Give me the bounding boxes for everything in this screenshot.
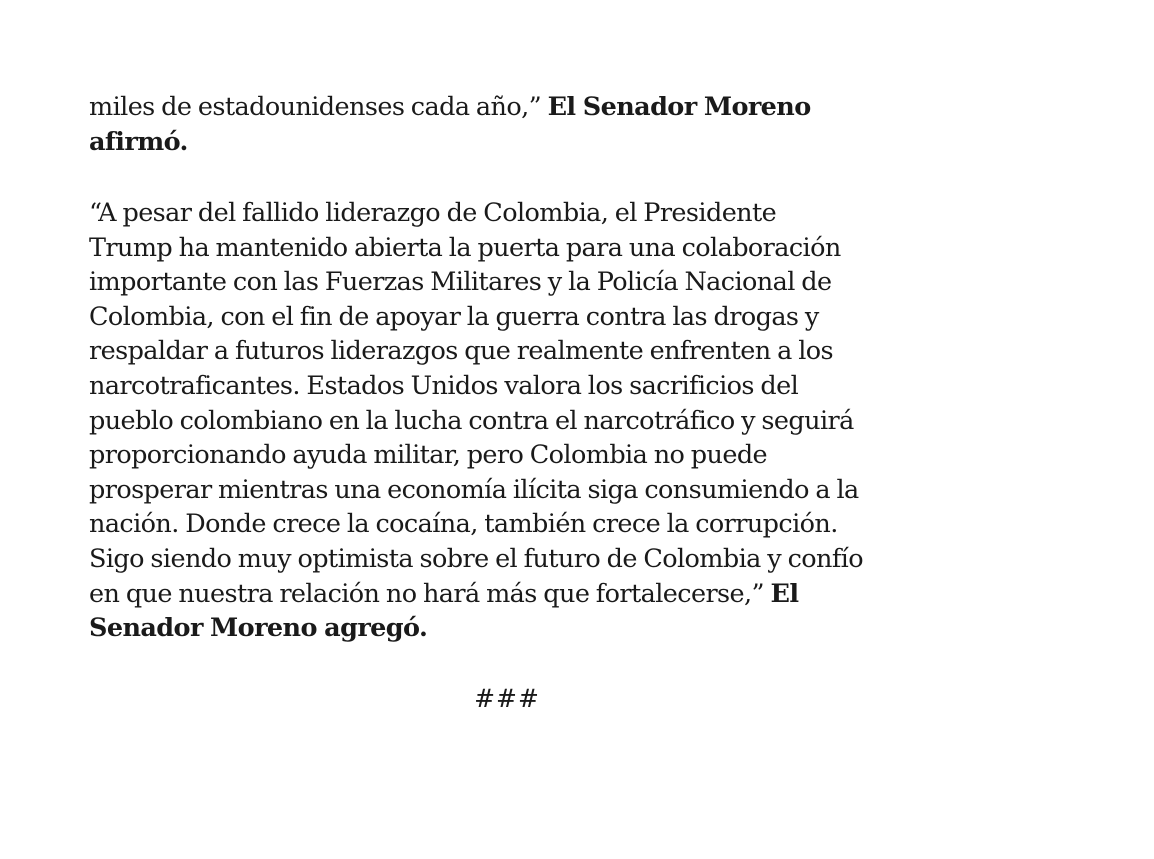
- paragraph-2-attribution: Senador Moreno agregó.: [89, 613, 428, 644]
- paragraph-2-line: Trump ha mantenido abierta la puerta para una colaboración: [89, 232, 841, 263]
- paragraph-2-line: pueblo colombiano en la lucha contra el narcotráfico y seguirá: [89, 405, 854, 436]
- paragraph-2-line: narcotraficantes. Estados Unidos valora los sacrificios del: [89, 370, 799, 401]
- paragraph-2-line: “A pesar del fallido liderazgo de Colombia, el Presidente: [89, 198, 777, 228]
- paragraph-2-line: importante con las Fuerzas Militares y la Policía Nacional de: [89, 267, 832, 298]
- paragraph-2-quote-end: en que nuestra relación no hará más que fortalecerse,”: [89, 578, 771, 609]
- paragraph-2-attribution-start: El: [770, 578, 799, 609]
- paragraph-2: [89, 196, 939, 646]
- paragraph-1-line-1: [89, 90, 939, 125]
- paragraph-1-attribution: El Senador Moreno: [547, 92, 811, 122]
- paragraph-1-quote-text: miles de estadounidenses cada año,”: [89, 92, 548, 122]
- paragraph-2-line: Sigo siendo muy optimista sobre el futuro de Colombia y confío: [89, 543, 863, 574]
- paragraph-2-line: prosperar mientras una economía ilícita siga consumiendo a la: [89, 474, 859, 505]
- paragraph-1: [89, 90, 939, 159]
- end-of-release-mark: ###: [474, 684, 540, 713]
- paragraph-2-line: proporcionando ayuda militar, pero Colombia no puede: [89, 440, 768, 471]
- paragraph-2-line: Colombia, con el fin de apoyar la guerra contra las drogas y: [89, 301, 819, 332]
- paragraph-2-line: [89, 577, 939, 612]
- paragraph-2-line: respaldar a futuros liderazgos que realmente enfrenten a los: [89, 336, 834, 367]
- paragraph-1-attribution-verb: afirmó.: [89, 126, 188, 157]
- paragraph-2-line: nación. Donde crece la cocaína, también crece la corrupción.: [89, 509, 838, 540]
